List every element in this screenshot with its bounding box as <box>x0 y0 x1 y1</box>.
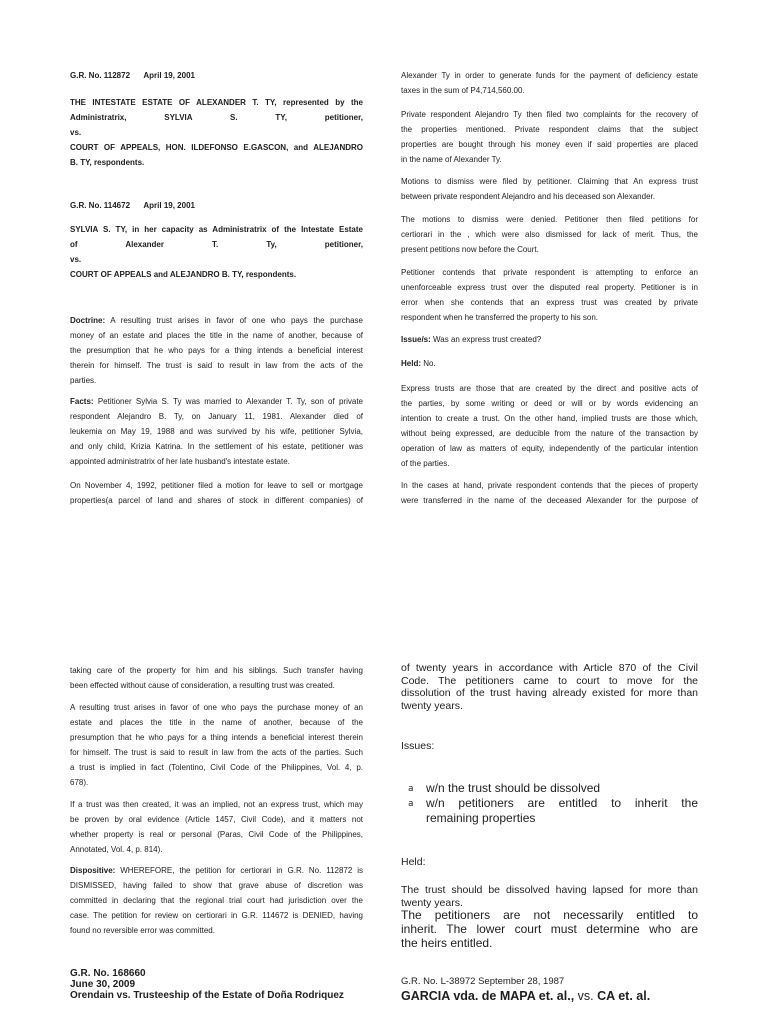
facts-paragraph <box>70 394 363 469</box>
case-1-party-line: B. TY, respondents. <box>70 158 145 167</box>
paragraph-line: the parties, by some writing or deed or will or by words evidencing an <box>401 399 698 408</box>
case-1-party-line: COURT OF APPEALS, HON. ILDEFONSO E.GASCON, and ALEJANDRO <box>70 143 363 152</box>
paragraph-line: error when she contends that an express trust was created by private <box>401 298 698 307</box>
case-3-date: June 30, 2009 <box>70 979 136 990</box>
bullet-marker: a <box>408 799 414 809</box>
paragraph-line: properties are bought through his money even if said properties are placed <box>401 140 698 149</box>
case-1-party-line: vs. <box>70 128 82 137</box>
case-3-title: Orendain vs. Trusteeship of the Estate of Doña Rodriquez <box>70 990 344 1001</box>
paragraph-line: The trust should be dissolved having lapsed for more than <box>401 884 698 896</box>
doctrine-line: therein for himself. The trust is said to result in law from the acts of the <box>70 361 363 370</box>
paragraph-line: of the parties. <box>401 459 450 468</box>
paragraph-line: be proven by oral evidence (Article 1457, Civil Code), and it matters not <box>70 815 363 824</box>
doctrine-line: money of an estate and places the title in the name of another, because of <box>70 331 363 340</box>
case-4-title-rest: CA et. al. <box>597 989 651 1003</box>
paragraph-line: present petitions now before the Court. <box>401 245 539 254</box>
paragraph-line: Express trusts are those that are created by the direct and positive acts of <box>401 384 698 393</box>
facts-label: Facts: <box>70 397 94 406</box>
case-4-grno-line: G.R. No. L-38972 September 28, 1987 <box>401 976 565 987</box>
case-2-party-line: COURT OF APPEALS and ALEJANDRO B. TY, respondents. <box>70 270 297 279</box>
paragraph-line: whether property is real or personal (Paras, Civil Code of the Philippines, <box>70 830 363 839</box>
held-line <box>401 356 436 371</box>
paragraph-line: twenty years. <box>401 896 463 909</box>
doctrine-line: the presumption that he who pays for a thing intends a beneficial interest <box>70 346 363 355</box>
left2-paragraph-3 <box>70 797 363 857</box>
paragraph-line: intention to create a trust. On the other hand, implied trusts are those which, <box>401 414 698 423</box>
case-2-grno: G.R. No. 114672 <box>70 201 131 210</box>
held-paragraph-2 <box>401 908 698 950</box>
doctrine-line: parties. <box>70 376 97 385</box>
paragraph-line: Petitioner contends that private respondent is attempting to enforce an <box>401 268 698 277</box>
case-4-title <box>401 989 650 1004</box>
paragraph-line: without being expressed, are deducible from the nature of the transaction by <box>401 429 698 438</box>
right-paragraph-2 <box>401 107 698 167</box>
issues-label: Issues: <box>401 740 435 752</box>
issue-text: Was an express trust created? <box>433 335 542 344</box>
issue-label: Issue/s: <box>401 335 431 344</box>
paragraph-line: the properties mentioned. Private respondent claims that the subject <box>401 125 698 134</box>
paragraph-line: The petitioners are not necessarily entitled to <box>401 908 698 922</box>
right-paragraph-5 <box>401 265 698 325</box>
doctrine-label: Doctrine: <box>70 316 106 325</box>
facts-continued-line: On November 4, 1992, petitioner filed a motion for leave to sell or mortgage <box>70 481 363 490</box>
paragraph-line: Code. The petitioners came to court to move for the <box>401 674 698 687</box>
case-2-party-line: vs. <box>70 255 82 264</box>
right2-paragraph-1 <box>401 662 698 712</box>
bullet-line: w/n petitioners are entitled to inherit the <box>426 796 698 810</box>
facts-line: appointed administratrix of her late husband's intestate estate. <box>70 457 290 466</box>
paragraph-line: 678). <box>70 778 89 787</box>
paragraph-line: estate and places the title in the name of another, because of the <box>70 718 363 727</box>
paragraph-line: taxes in the sum of P4,714,560.00. <box>401 86 525 95</box>
doctrine-paragraph <box>70 313 363 388</box>
facts-line: and only child, Krizia Katrina. In the settlement of his estate, petitioner was <box>70 442 363 451</box>
case-2-date: April 19, 2001 <box>143 201 195 210</box>
dispositive-line: WHEREFORE, the petition for certiorari in G.R. No. 112872 is <box>120 866 363 875</box>
dispositive-line: DISMISSED, having failed to show that grave abuse of discretion was <box>70 881 363 890</box>
dispositive-line: committed in declaring that the regional trial court had jurisdiction over the <box>70 896 363 905</box>
issue-bullet-1: w/n the trust should be dissolved <box>426 781 601 795</box>
paragraph-line: If a trust was then created, it was an implied, not an express trust, which may <box>70 800 363 809</box>
paragraph-line: for himself. The trust is said to result in law from the acts of the parties. Such <box>70 748 363 757</box>
paragraph-line: unenforceable express trust over the disputed real property. Petitioner is in <box>401 283 698 292</box>
issue-line <box>401 332 541 347</box>
case-2-parties <box>70 222 363 282</box>
paragraph-line: dissolution of the trust having already existed for more than <box>401 687 698 699</box>
paragraph-line: Private respondent Alejandro Ty then filed two complaints for the recovery of <box>401 110 698 119</box>
right-paragraph-7 <box>401 478 698 508</box>
right-paragraph-4 <box>401 212 698 257</box>
case-1-header <box>70 68 195 83</box>
case-4-vs: vs. <box>577 989 594 1003</box>
paragraph-line: between private respondent Alejandro and his deceased son Alexander. <box>401 192 655 201</box>
dispositive-paragraph <box>70 863 363 938</box>
paragraph-line: The motions to dismiss were denied. Petitioner then filed petitions for <box>401 215 698 224</box>
held-text: No. <box>423 359 436 368</box>
held-label: Held: <box>401 359 421 368</box>
paragraph-line: twenty years. <box>401 699 463 712</box>
bullet-line: remaining properties <box>426 811 536 825</box>
paragraph-line: the heirs entitled. <box>401 936 493 950</box>
paragraph-line: certiorari in the , which were also dismissed for lack of merit. Thus, the <box>401 230 698 239</box>
paragraph-line: A resulting trust arises in favor of one who pays the purchase money of an <box>70 703 363 712</box>
facts-line: leukemia on May 19, 1988 and was survived by his wife, petitioner Sylvia, <box>70 427 363 436</box>
paragraph-line: operation of law as matters of equity, independently of the particular intention <box>401 444 698 453</box>
paragraph-line: Motions to dismiss were filed by petitioner. Claiming that An express trust <box>401 177 698 186</box>
paragraph-line: in the name of Alexander Ty. <box>401 155 502 164</box>
paragraph-line: inherit. The lower court must determine who are <box>401 922 698 936</box>
paragraph-line: taking care of the property for him and his siblings. Such transfer having <box>70 666 363 675</box>
paragraph-line: of twenty years in accordance with Article 870 of the Civil <box>401 662 698 674</box>
facts-continued-line: properties(a parcel of land and shares of stock in different companies) of <box>70 496 363 505</box>
facts-line: Petitioner Sylvia S. Ty was married to Alexander T. Ty, son of private <box>97 397 363 406</box>
case-2-header <box>70 198 195 213</box>
case-2-party-line: SYLVIA S. TY, in her capacity as Administratrix of the Intestate Estate <box>70 225 363 234</box>
facts-line: respondent Alejandro B. Ty, on January 11, 1981. Alexander died of <box>70 412 363 421</box>
dispositive-line: found no reversible error was committed. <box>70 926 215 935</box>
case-3-header <box>70 968 344 1001</box>
paragraph-line: Alexander Ty in order to generate funds for the payment of deficiency estate <box>401 71 698 80</box>
dispositive-label: Dispositive: <box>70 866 116 875</box>
case-1-party-line: Administratrix, SYLVIA S. TY, petitioner, <box>70 113 363 122</box>
case-1-party-line: THE INTESTATE ESTATE OF ALEXANDER T. TY, represented by the <box>70 98 363 107</box>
paragraph-line: a trust is implied in fact (Tolentino, Civil Code of the Philippines, Vol. 4, p. <box>70 763 363 772</box>
dispositive-line: case. The petition for review on certiorari in G.R. 114672 is DENIED, having <box>70 911 363 920</box>
paragraph-line: respondent when he transferred the property to his son. <box>401 313 599 322</box>
right-paragraph-1 <box>401 68 698 98</box>
held-paragraph-1 <box>401 884 698 909</box>
paragraph-line: been effected without cause of consideration, a resulting trust was created. <box>70 681 335 690</box>
facts-continued-paragraph <box>70 478 363 508</box>
case-1-date: April 19, 2001 <box>143 71 195 80</box>
held-label-2: Held: <box>401 856 426 868</box>
paragraph-line: Annotated, Vol. 4, p. 814). <box>70 845 163 854</box>
case-1-grno: G.R. No. 112872 <box>70 71 131 80</box>
left2-paragraph-1 <box>70 663 363 693</box>
doctrine-line: A resulting trust arises in favor of one who pays the purchase <box>110 316 364 325</box>
left2-paragraph-2 <box>70 700 363 790</box>
paragraph-line: In the cases at hand, private respondent contends that the pieces of property <box>401 481 698 490</box>
case-1-parties <box>70 95 363 170</box>
case-2-party-line: of Alexander T. Ty, petitioner, <box>70 240 363 249</box>
right-paragraph-6 <box>401 381 698 471</box>
paragraph-line: were transferred in the name of the deceased Alexander for the purpose of <box>401 496 698 505</box>
right-paragraph-3 <box>401 174 698 204</box>
case-3-grno: G.R. No. 168660 <box>70 968 146 979</box>
issue-bullet-2 <box>426 796 698 826</box>
case-4-title-part: GARCIA vda. de MAPA et. al., <box>401 989 575 1003</box>
paragraph-line: presumption that he who pays for a thing intends a beneficial interest therein <box>70 733 363 742</box>
bullet-marker: a <box>408 784 414 794</box>
